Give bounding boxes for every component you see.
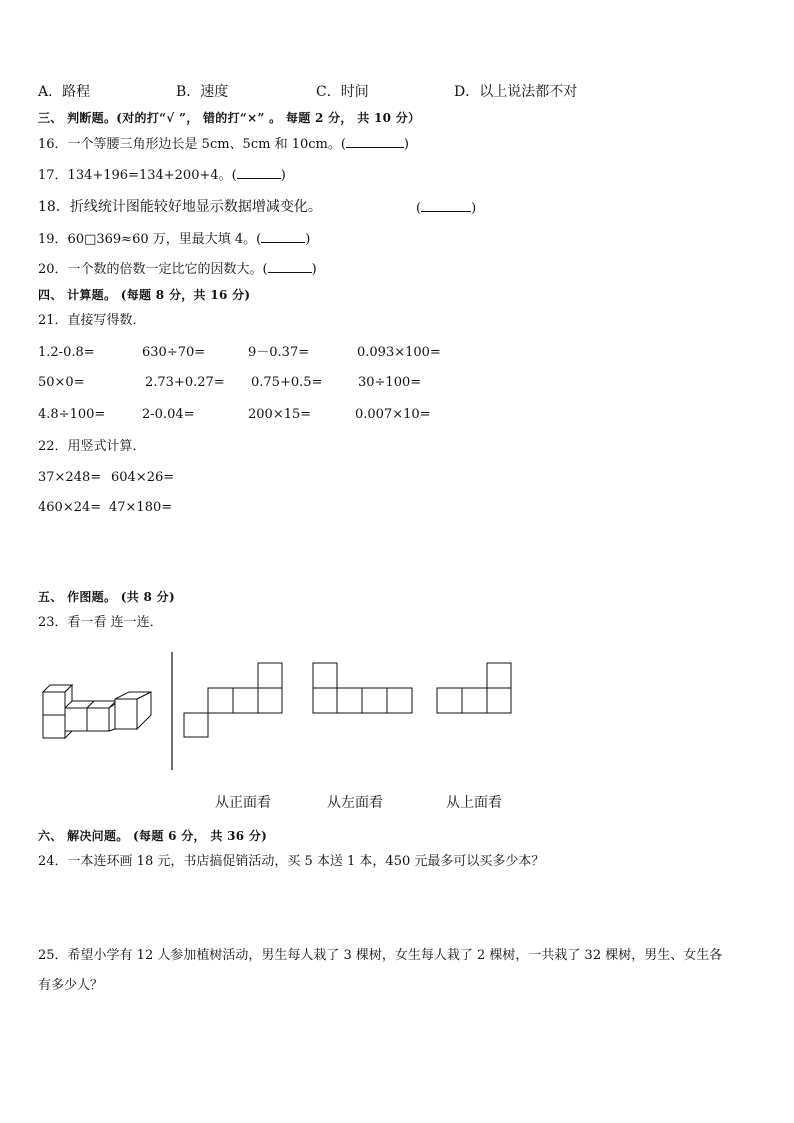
calc-cell: 50×0= — [38, 375, 85, 390]
question-25-line-2: 有多少人？ — [38, 978, 104, 993]
calc-cell: 1.2-0.8= — [38, 345, 95, 360]
section-4-title: 四、 计算题。 (每题 8 分，共 16 分) — [38, 288, 251, 302]
calc-cell: 9－0.37= — [248, 345, 310, 360]
view-label-left: 从左面看 — [327, 795, 383, 811]
section-5-title: 五、 作图题。 (共 8 分) — [38, 590, 175, 604]
choice-d: D．以上说法都不对 — [454, 84, 578, 100]
calc-cell: 0.093×100= — [357, 345, 441, 360]
choice-a: A．路程 — [38, 84, 91, 100]
view-figure-3 — [437, 663, 511, 713]
question-18-text: 18．折线统计图能较好地显示数据增减变化。 — [38, 199, 322, 215]
question-17-text: 17．134+196=134+200+4。( — [38, 168, 237, 183]
calc-cell: 2.73+0.27= — [145, 375, 225, 390]
choice-b: B．速度 — [176, 84, 229, 100]
question-18-answer: ( ) — [416, 201, 477, 216]
question-25-line-1: 25．希望小学有 12 人参加植树活动，男生每人栽了 3 棵树，女生每人栽了 2 棵树，一共栽了 32 棵树，男生、女生各 — [38, 948, 723, 963]
view-figure-1 — [184, 663, 282, 737]
section-6-title: 六、 解决问题。 (每题 6 分， 共 36 分) — [38, 829, 268, 843]
calc-cell: 460×24= — [38, 500, 102, 515]
close-paren: ) — [280, 168, 286, 183]
calc-cell: 200×15= — [248, 407, 312, 422]
question-23: 23．看一看 连一连． — [38, 615, 163, 630]
calc-cell: 2-0.04= — [142, 407, 195, 422]
question-21: 21．直接写得数． — [38, 313, 146, 328]
close-paren: ) — [403, 137, 409, 152]
choice-c: C．时间 — [316, 84, 369, 100]
calc-cell: 47×180= — [109, 500, 173, 515]
question-16-text: 16．一个等腰三角形边长是 5cm、5cm 和 10cm。( — [38, 137, 346, 152]
close-paren: ) — [471, 201, 477, 216]
calc-cell: 630÷70= — [142, 345, 206, 360]
calc-cell: 0.007×10= — [355, 407, 431, 422]
question-19-text: 19．60□369≈60 万，里最大填 4。( — [38, 232, 262, 247]
question-24: 24．一本连环画 18 元，书店搞促销活动，买 5 本送 1 本，450 元最多可以买多少本？ — [38, 854, 545, 869]
close-paren: ) — [311, 262, 317, 277]
section-3-title: 三、 判断题。(对的打“√ ”， 错的打“×” 。 每题 2 分， 共 10 分） — [38, 111, 421, 125]
close-paren: ) — [305, 232, 311, 247]
calc-cell: 37×248= — [38, 470, 102, 485]
view-figure-2 — [313, 663, 412, 713]
calc-cell: 4.8÷100= — [38, 407, 106, 422]
question-22: 22．用竖式计算． — [38, 439, 146, 454]
cube-stack-drawing — [43, 685, 151, 738]
view-label-front: 从正面看 — [215, 795, 271, 811]
question-20-text: 20．一个数的倍数一定比它的因数大。( — [38, 262, 268, 277]
view-label-top: 从上面看 — [446, 795, 502, 811]
calc-cell: 604×26= — [111, 470, 175, 485]
calc-cell: 0.75+0.5= — [251, 375, 323, 390]
calc-cell: 30÷100= — [358, 375, 422, 390]
